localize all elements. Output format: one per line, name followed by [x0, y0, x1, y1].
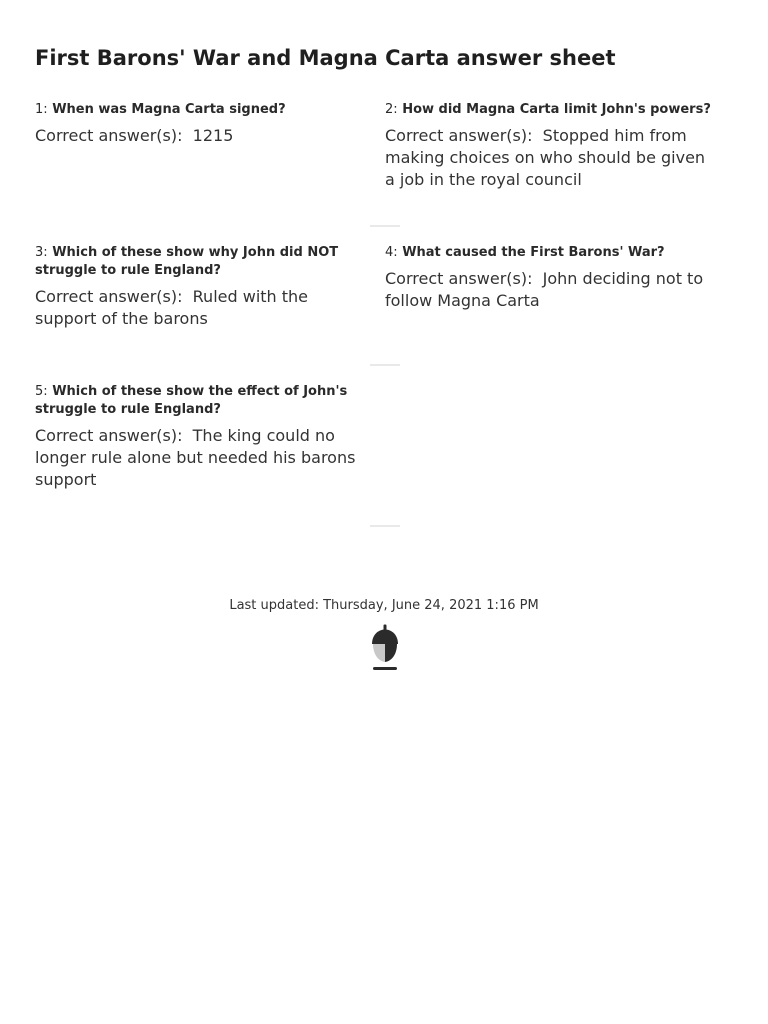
- question-text: Which of these show why John did NOT struggle to rule England?: [35, 245, 339, 278]
- question-1: [35, 101, 365, 147]
- question-3: [35, 244, 365, 330]
- divider: [370, 225, 400, 227]
- divider: [370, 364, 400, 366]
- answer-text: [35, 286, 365, 330]
- question-number: 2:: [385, 102, 398, 117]
- question-5: [35, 383, 365, 491]
- question-number: 3:: [35, 245, 48, 260]
- question-text: Which of these show the effect of John's struggle to rule England?: [35, 384, 348, 417]
- answer-prefix: Correct answer(s):: [385, 126, 533, 145]
- acorn-icon: [370, 624, 400, 672]
- question-text: How did Magna Carta limit John's powers?: [402, 102, 711, 117]
- answer-prefix: Correct answer(s):: [35, 287, 183, 306]
- question-header: [35, 101, 365, 119]
- question-2: [385, 101, 715, 191]
- answer-text: [385, 125, 715, 191]
- question-number: 5:: [35, 384, 48, 399]
- question-header: [35, 383, 365, 419]
- question-header: [385, 101, 715, 119]
- page-title: First Barons' War and Magna Carta answer sheet: [35, 46, 616, 70]
- answer-text: [35, 425, 365, 491]
- answer-prefix: Correct answer(s):: [35, 426, 183, 445]
- answer-prefix: Correct answer(s):: [35, 126, 183, 145]
- answer-prefix: Correct answer(s):: [385, 269, 533, 288]
- divider: [370, 525, 400, 527]
- answer-text: [35, 125, 365, 147]
- answer-value: Stopped him from making choices on who should be given a job in the royal council: [385, 126, 706, 189]
- question-text: When was Magna Carta signed?: [52, 102, 286, 117]
- answer-value: 1215: [192, 126, 234, 145]
- question-4: [385, 244, 715, 312]
- answer-value: Ruled with the support of the barons: [35, 287, 309, 328]
- answer-value: John deciding not to follow Magna Carta: [385, 269, 704, 310]
- question-number: 1:: [35, 102, 48, 117]
- question-text: What caused the First Barons' War?: [402, 245, 665, 260]
- question-number: 4:: [385, 245, 398, 260]
- last-updated: Last updated: Thursday, June 24, 2021 1:16 PM: [229, 598, 539, 613]
- question-header: [385, 244, 715, 262]
- answer-text: [385, 268, 715, 312]
- answer-value: The king could no longer rule alone but needed his barons support: [35, 426, 356, 489]
- question-header: [35, 244, 365, 280]
